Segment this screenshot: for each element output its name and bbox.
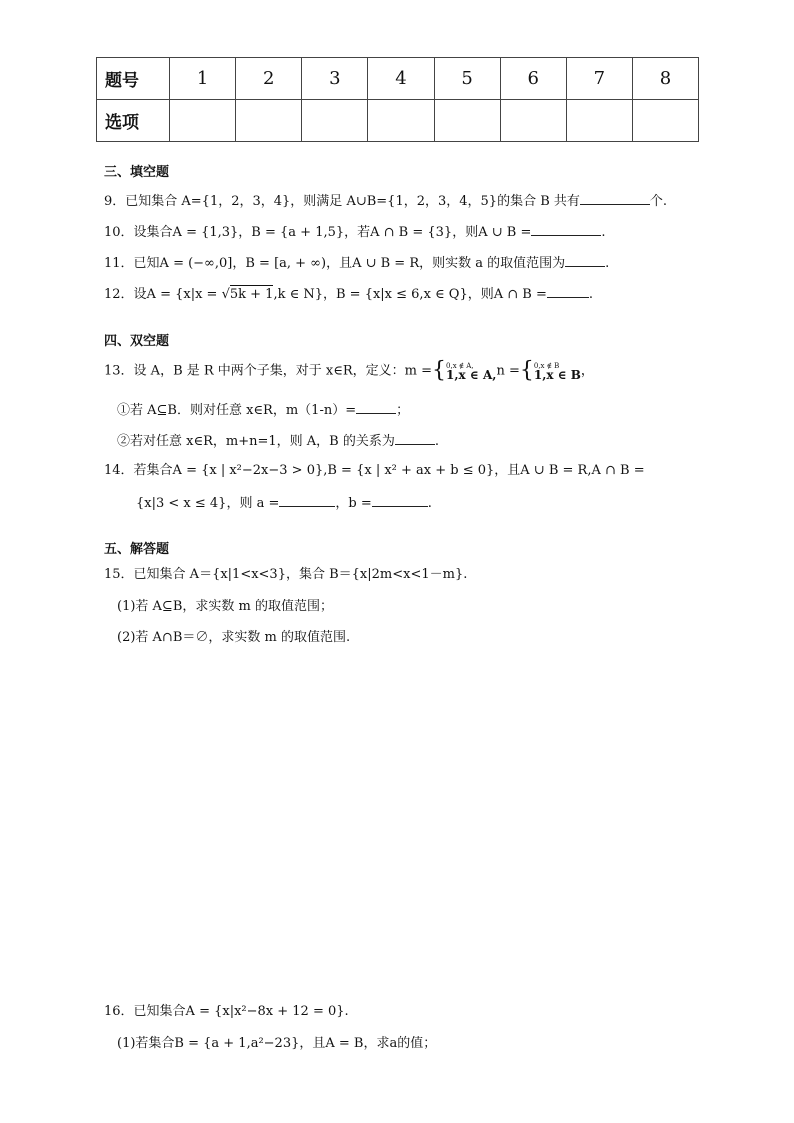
question-number-cell: 6 (500, 58, 566, 100)
question-15-part-1: (1)若 A⊆B，求实数 m 的取值范围； (117, 599, 333, 614)
question-15-part-2: (2)若 A∩B＝∅，求实数 m 的取值范围. (117, 630, 351, 645)
question-13-part-1-end: ； (396, 403, 410, 418)
answer-cell[interactable] (566, 100, 632, 142)
row-label-question-number: 题号 (97, 58, 170, 100)
n-definition (534, 362, 581, 380)
n-case-top: 0,x ∉ B (533, 362, 560, 370)
question-11-text: 11．已知A = (−∞,0]，B = [a, + ∞)，且A ∪ B = R，则实数 a 的取值范围为 (104, 256, 566, 271)
answer-blank[interactable] (580, 192, 650, 205)
question-12-text-a: 12．设A = {x|x = (104, 287, 222, 302)
question-number-cell: 8 (632, 58, 698, 100)
question-number-cell: 3 (302, 58, 368, 100)
question-11-end: . (605, 256, 610, 271)
question-14 (104, 462, 645, 480)
m-case-top: 0,x ∉ A, (446, 362, 474, 370)
question-14-line-2 (136, 494, 432, 513)
question-13-end: ， (580, 363, 594, 379)
question-10-text: 10．设集合A = {1,3}，B = {a + 1,5}，若A ∩ B = {3}，则A ∪ B = (104, 225, 532, 240)
question-16-part-1: (1)若集合B = {a + 1,a²−23}，且A = B，求a的值； (117, 1036, 437, 1051)
question-11 (104, 254, 609, 273)
n-case-bottom: 1,x ∈ B (533, 368, 581, 382)
question-13-text: 13．设 A，B 是 R 中两个子集，对于 x∈R，定义：m = (104, 363, 433, 379)
n-label: n = (496, 363, 520, 379)
question-number-cell: 4 (368, 58, 434, 100)
question-number-cell: 1 (170, 58, 236, 100)
answer-cell[interactable] (236, 100, 302, 142)
section-5-title: 五、解答题 (104, 542, 170, 557)
question-10 (104, 223, 605, 242)
m-case-bottom: 1,x ∈ A, (446, 368, 497, 382)
question-12 (104, 285, 593, 304)
question-13-part-1-text: ①若 A⊆B．则对任意 x∈R，m（1-n）= (117, 403, 357, 418)
answer-cell[interactable] (368, 100, 434, 142)
question-16: 16．已知集合A = {x|x²−8x + 12 = 0}. (104, 1004, 349, 1019)
answer-cell[interactable] (632, 100, 698, 142)
question-14-mid: ，b = (335, 496, 372, 511)
answer-blank[interactable] (395, 432, 435, 445)
left-brace: { (432, 358, 447, 383)
question-13-part-1 (117, 401, 409, 420)
question-12-text-b: ,k ∈ N}，B = {x|x ≤ 6,x ∈ Q}，则A ∩ B = (273, 287, 547, 302)
answer-blank[interactable] (372, 494, 428, 507)
question-13-part-2-end: . (434, 434, 439, 449)
answer-table (96, 57, 699, 142)
answer-cell[interactable] (302, 100, 368, 142)
question-14-text: 14．若集合A = {x | x²−2x−3 > 0},B = {x | x² + ax + b ≤ 0}，且A ∪ B = R,A ∩ B = (104, 463, 645, 478)
question-number-row (97, 58, 699, 100)
answer-blank[interactable] (279, 494, 335, 507)
section-3-title: 三、填空题 (104, 165, 170, 180)
question-9 (104, 192, 667, 211)
question-15: 15．已知集合 A＝{x|1<x<3}，集合 B＝{x|2m<x<1－m}. (104, 567, 468, 582)
sqrt-symbol: √ (221, 287, 230, 302)
sqrt-radicand: 5k + 1 (229, 287, 274, 302)
question-number-cell: 2 (236, 58, 302, 100)
question-9-text: 9．已知集合 A={1，2，3，4}，则满足 A∪B={1，2，3，4，5}的集合 B 共有 (104, 194, 580, 209)
question-number-cell: 5 (434, 58, 500, 100)
section-4-title: 四、双空题 (104, 334, 170, 349)
question-10-end: . (601, 225, 606, 240)
m-definition (446, 362, 496, 380)
left-brace: { (519, 358, 534, 383)
question-14-condition: {x|3 < x ≤ 4}，则 a = (136, 496, 280, 511)
answer-cell[interactable] (434, 100, 500, 142)
answer-row (97, 100, 699, 142)
question-12-end: . (588, 287, 593, 302)
question-9-end: 个. (649, 194, 668, 209)
answer-cell[interactable] (170, 100, 236, 142)
question-13-part-2 (117, 432, 439, 451)
question-14-end: . (427, 496, 432, 511)
answer-blank[interactable] (356, 401, 396, 414)
question-13-part-2-text: ②若对任意 x∈R，m+n=1，则 A，B 的关系为 (117, 434, 395, 449)
answer-cell[interactable] (500, 100, 566, 142)
question-13 (104, 358, 594, 383)
question-number-cell: 7 (566, 58, 632, 100)
answer-blank[interactable] (565, 254, 605, 267)
answer-blank[interactable] (547, 285, 589, 298)
answer-blank[interactable] (531, 223, 601, 236)
row-label-option: 选项 (97, 100, 170, 142)
